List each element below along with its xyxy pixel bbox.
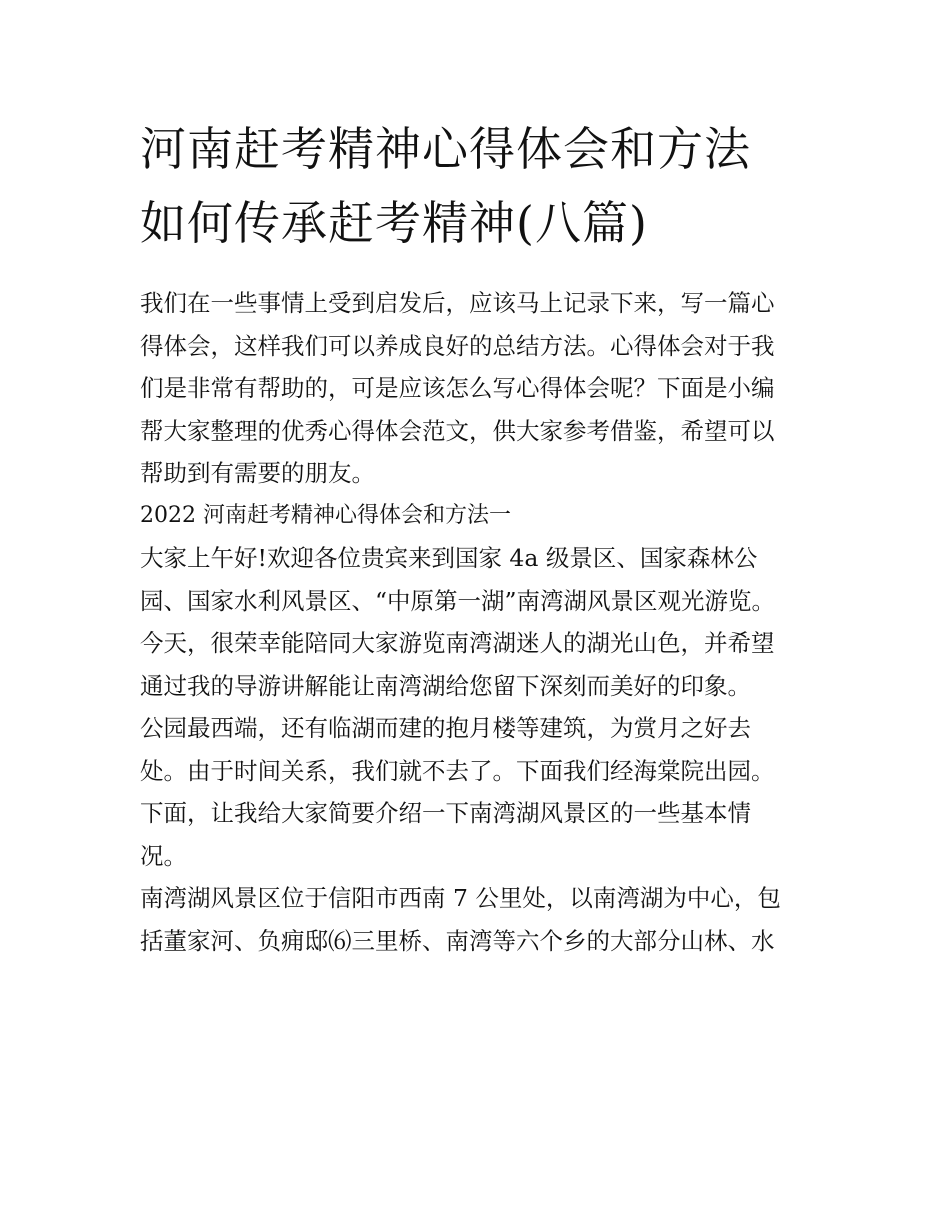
paragraph-welcome (140, 537, 820, 707)
text-line: 下面，让我给大家简要介绍一下南湾湖风景区的一些基本情 (140, 799, 751, 827)
text-line: 今天，很荣幸能陪同大家游览南湾湖迷人的湖光山色，并希望 (140, 629, 775, 657)
intro-paragraph (140, 282, 820, 495)
document-body (140, 282, 820, 962)
text-line: 园、国家水利风景区、“中原第一湖”南湾湖风景区观光游览。 (140, 586, 776, 615)
paragraph-park (140, 707, 820, 792)
text-line: 南湾湖风景区位于信阳市西南 7 公里处，以南湾湖为中心，包 (140, 884, 781, 912)
text-line: 帮助到有需要的朋友。 (140, 459, 375, 487)
title-line: 河南赶考精神心得体会和方法 (140, 122, 751, 176)
text-line: 括董家河、负痈邸⑹三里桥、南湾等六个乡的大部分山林、水 (140, 926, 775, 955)
text-line: 公园最西端，还有临湖而建的抱月楼等建筑，为赏月之好去 (140, 714, 751, 742)
paragraph-intro-scenic (140, 792, 820, 877)
text-line: 况。 (140, 841, 187, 870)
text-line: 处。由于时间关系，我们就不去了。下面我们经海棠院出园。 (140, 756, 775, 785)
text-line: 们是非常有帮助的，可是应该怎么写心得体会呢？下面是小编 (140, 374, 775, 402)
document-title (140, 112, 820, 260)
paragraph-location (140, 877, 820, 962)
text-line: 我们在一些事情上受到启发后，应该马上记录下来，写一篇心 (140, 289, 775, 317)
text-line: 帮大家整理的优秀心得体会范文，供大家参考借鉴，希望可以 (140, 416, 775, 445)
text-line: 大家上午好!欢迎各位贵宾来到国家 4a 级景区、国家森林公 (140, 544, 758, 572)
text-line: 通过我的导游讲解能让南湾湖给您留下深刻而美好的印象。 (140, 671, 751, 700)
section-heading: 2022 河南赶考精神心得体会和方法一 (140, 502, 511, 528)
document-page (140, 112, 820, 962)
title-line: 如何传承赶考精神(八篇) (140, 196, 648, 250)
text-line: 得体会，这样我们可以养成良好的总结方法。心得体会对于我 (140, 331, 775, 360)
